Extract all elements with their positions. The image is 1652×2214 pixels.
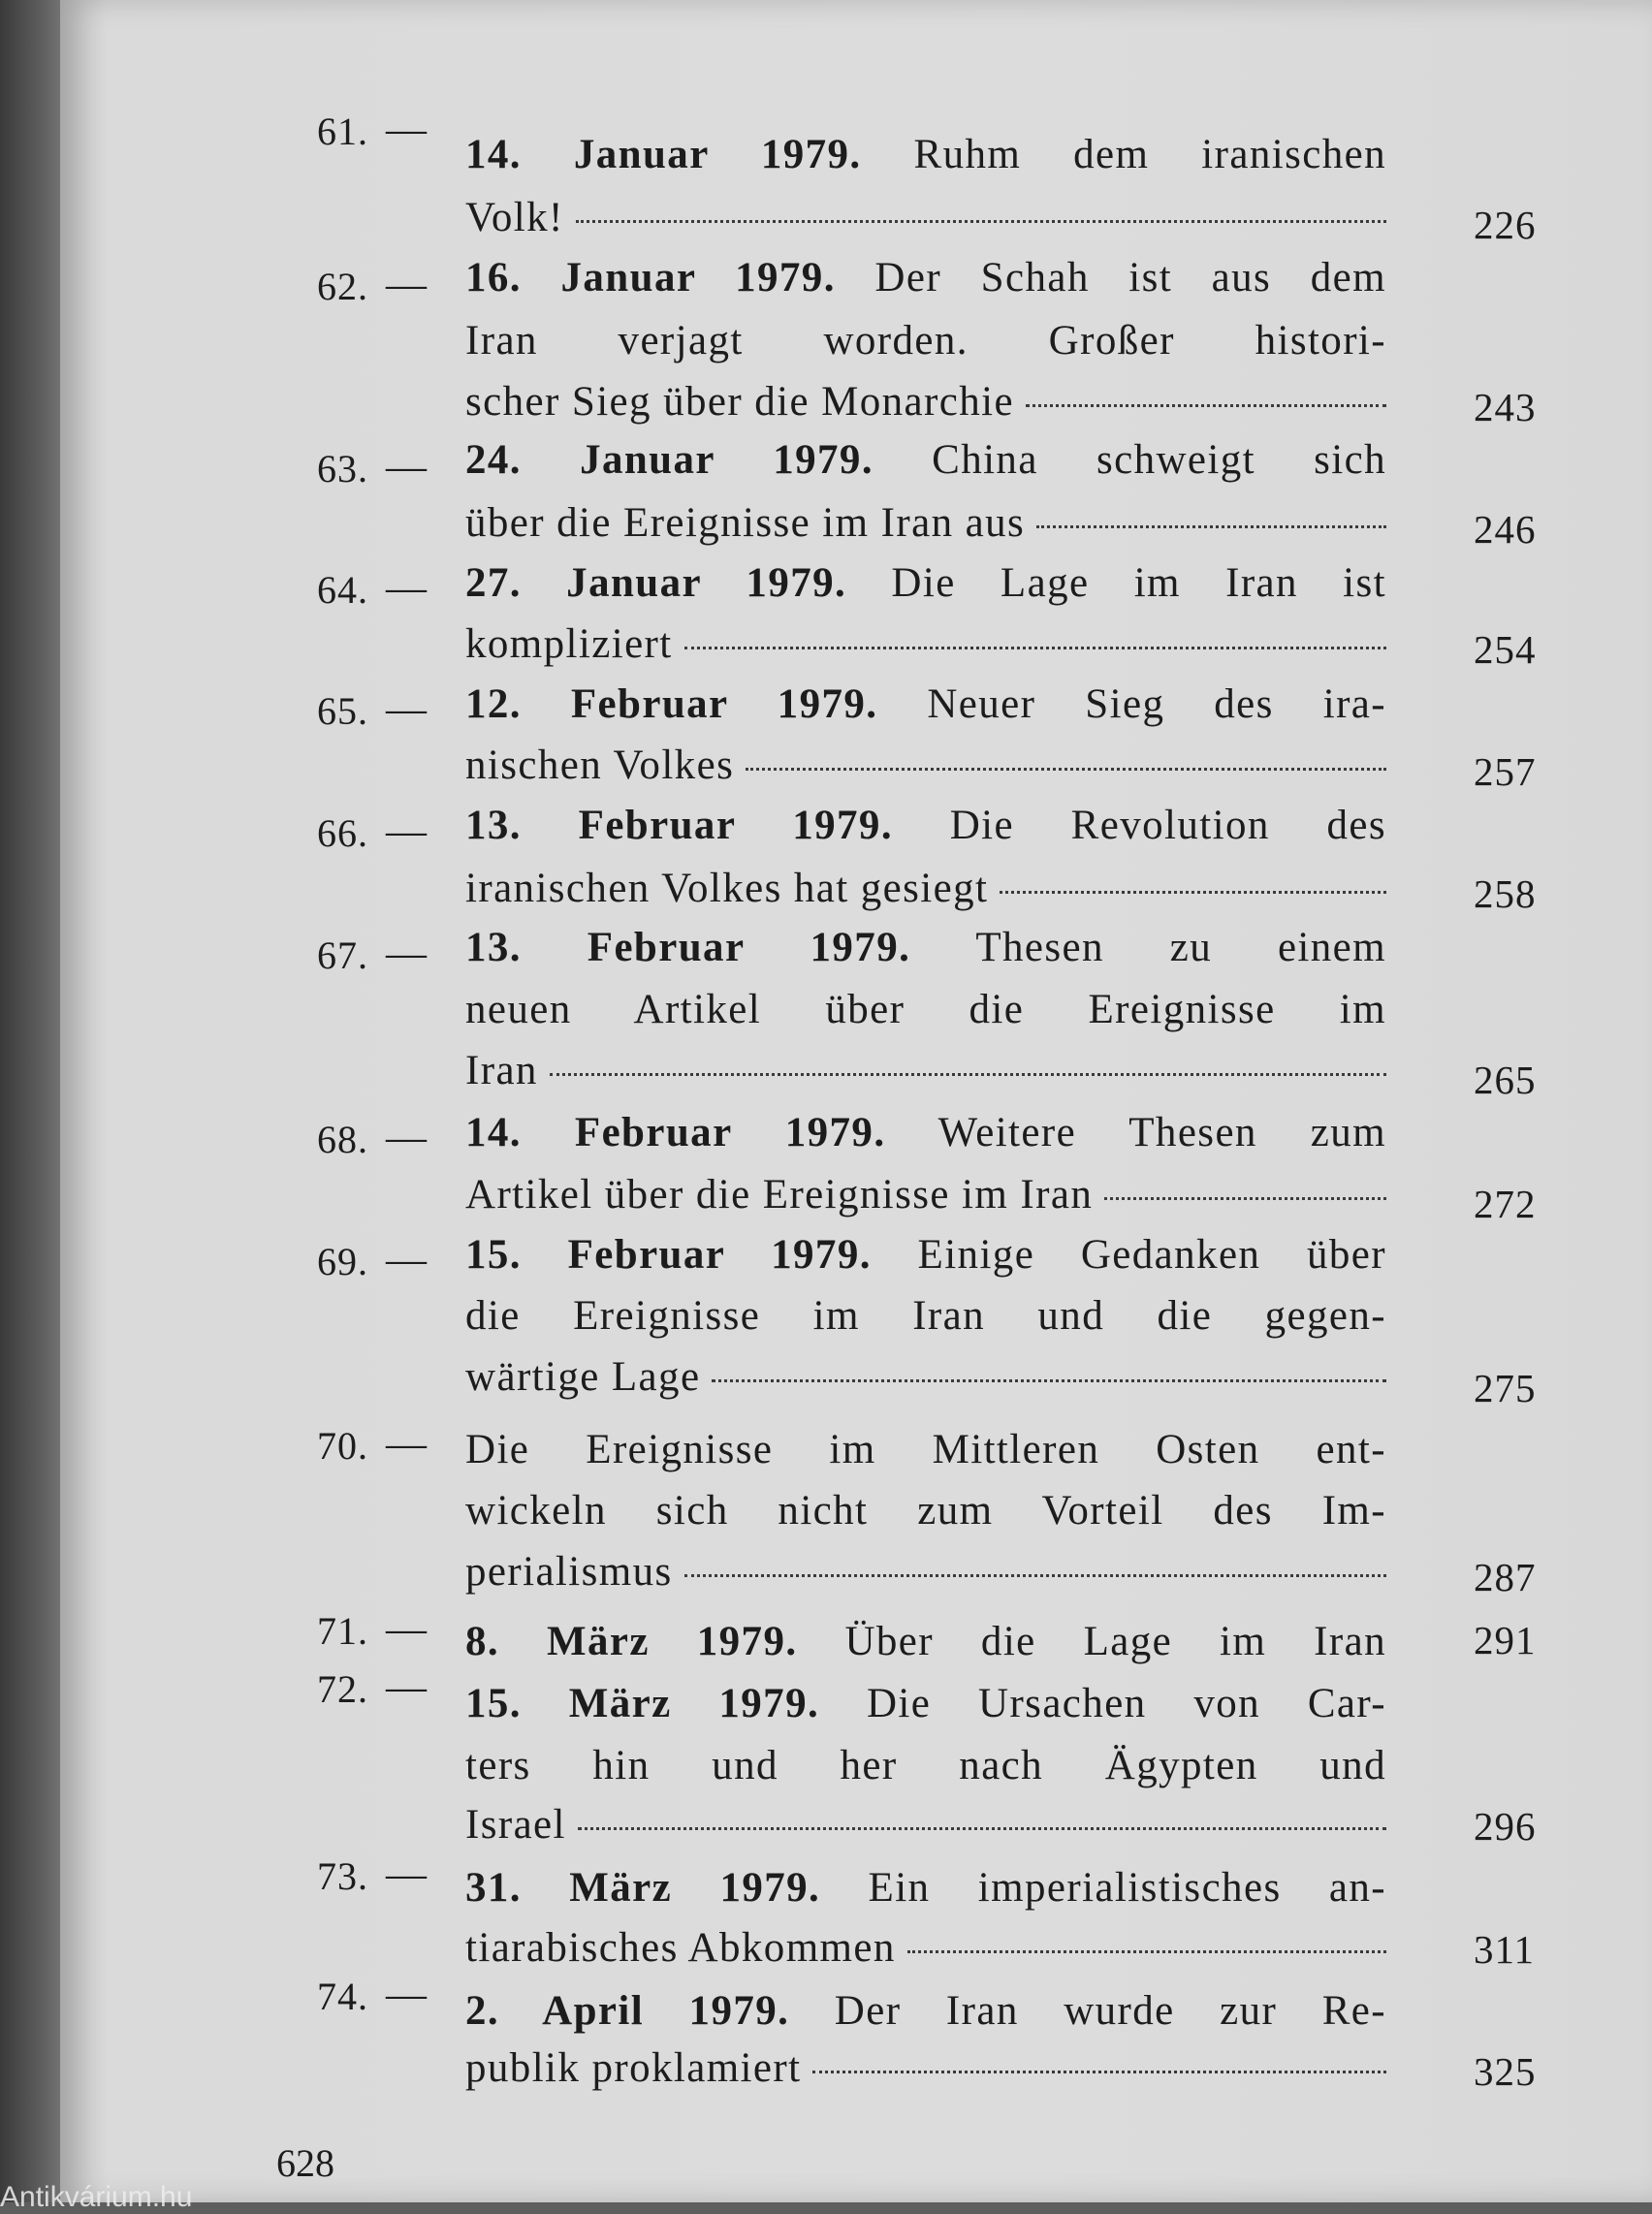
dot-leader: [1000, 891, 1386, 894]
entry-dash: —: [386, 1973, 427, 2017]
entry-date: 15. Februar 1979.: [465, 1232, 872, 1278]
entry-title-line: Ein imperialistisches an-: [868, 1865, 1387, 1911]
entry-dash: —: [386, 1607, 427, 1652]
entry-dash: —: [386, 687, 427, 732]
entry-number: 61.: [317, 110, 368, 153]
entry-dash: —: [386, 932, 427, 976]
entry-title-line: Über die Lage im Iran: [844, 1619, 1386, 1664]
entry-title-line: wickeln sich nicht zum Vorteil des Im-: [465, 1488, 1386, 1534]
entry-title-line: Weitere Thesen zum: [937, 1110, 1387, 1155]
entry-number: 71.: [317, 1609, 368, 1653]
entry-date: 16. Januar 1979.: [465, 255, 836, 300]
entry-dash: —: [386, 1852, 427, 1897]
entry-title-line: wärtige Lage: [465, 1354, 701, 1400]
entry-dash: —: [386, 566, 427, 611]
entry-date: 13. Februar 1979.: [465, 803, 893, 848]
entry-line: [465, 1285, 1386, 1346]
entry-title-line: Volk!: [465, 195, 564, 240]
entry-line: [465, 1673, 1386, 1734]
dot-leader: [550, 1073, 1386, 1076]
entry-line: [465, 371, 1386, 432]
entry-line: [465, 187, 1386, 248]
entry-date: 2. April 1979.: [465, 1988, 790, 2034]
entry-page-number: 243: [1474, 385, 1537, 429]
watermark: Antikvárium.hu: [0, 2181, 193, 2213]
entry-title-line: Der Schah ist aus dem: [874, 255, 1386, 300]
page-folio: 628: [276, 2141, 334, 2185]
entry-title-line: tiarabisches Abkommen: [465, 1925, 896, 1971]
entry-date: 12. Februar 1979.: [465, 681, 878, 727]
entry-title-line: die Ereignisse im Iran und die gegen-: [465, 1293, 1386, 1339]
entry-line: [465, 124, 1386, 185]
entry-line: [465, 1917, 1386, 1978]
entry-line: [465, 1541, 1386, 1602]
dot-leader: [576, 220, 1386, 223]
entry-date: 24. Januar 1979.: [465, 437, 874, 483]
entry-title-line: kompliziert: [465, 621, 673, 667]
entry-dash: —: [386, 1665, 427, 1710]
entry-line: [465, 1040, 1386, 1101]
entry-number: 72.: [317, 1667, 368, 1711]
entry-page-number: 296: [1474, 1804, 1537, 1849]
entry-line: [465, 674, 1386, 735]
entry-page-number: 258: [1474, 871, 1537, 916]
entry-date: 31. März 1979.: [465, 1865, 821, 1911]
entry-title-line: publik proklamiert: [465, 2045, 802, 2091]
entry-title-line: Artikel über die Ereignisse im Iran: [465, 1172, 1094, 1218]
entry-title-line: Ruhm dem iranischen: [913, 132, 1386, 177]
entry-number: 62.: [317, 265, 368, 308]
entry-page-number: 246: [1474, 507, 1537, 552]
entry-page-number: 272: [1474, 1182, 1537, 1226]
entry-number: 65.: [317, 689, 368, 733]
entry-number: 73.: [317, 1854, 368, 1898]
entry-title-line: scher Sieg über die Monarchie: [465, 379, 1014, 425]
entry-title-line: Der Iran wurde zur Re-: [834, 1988, 1386, 2034]
entry-line: [465, 553, 1386, 614]
entry-line: [465, 1980, 1386, 2041]
entry-title-line: neuen Artikel über die Ereignisse im: [465, 987, 1386, 1032]
dot-leader: [712, 1379, 1386, 1382]
entry-title-line: China schweigt sich: [932, 437, 1386, 483]
entry-line: [465, 1164, 1386, 1225]
entry-line: [465, 247, 1386, 308]
entry-date: 8. März 1979.: [465, 1619, 798, 1664]
entry-title-line: nischen Volkes: [465, 743, 735, 788]
entry-line: [465, 1857, 1386, 1918]
entry-title-line: Die Revolution des: [949, 803, 1386, 848]
entry-line: [465, 492, 1386, 554]
dot-leader: [812, 2071, 1386, 2073]
entry-title-line: perialismus: [465, 1549, 673, 1595]
dot-leader: [746, 768, 1386, 771]
entry-dash: —: [386, 1238, 427, 1282]
entry-title-line: Iran verjagt worden. Großer histori-: [465, 318, 1386, 364]
entry-title-line: Die Ereignisse im Mittleren Osten ent-: [465, 1427, 1386, 1472]
entry-page-number: 226: [1474, 203, 1537, 247]
entry-number: 68.: [317, 1118, 368, 1161]
entry-page-number: 265: [1474, 1058, 1537, 1102]
entry-page-number: 291: [1474, 1618, 1537, 1662]
entry-number: 69.: [317, 1240, 368, 1283]
dot-leader: [1026, 404, 1386, 407]
entry-number: 67.: [317, 933, 368, 977]
entry-date: 27. Januar 1979.: [465, 560, 847, 606]
entry-title-line: Thesen zu einem: [975, 925, 1387, 970]
entry-line: [465, 979, 1386, 1040]
entry-title-line: Die Lage im Iran ist: [891, 560, 1386, 606]
entry-page-number: 254: [1474, 627, 1537, 672]
entry-line: [465, 1102, 1386, 1163]
dot-leader: [907, 1950, 1386, 1953]
entry-title-line: Einige Gedanken über: [917, 1232, 1386, 1278]
entry-title-line: Neuer Sieg des ira-: [927, 681, 1386, 727]
entry-line: [465, 310, 1386, 371]
dot-leader: [684, 1574, 1386, 1577]
entry-dash: —: [386, 263, 427, 307]
entry-dash: —: [386, 1116, 427, 1160]
entry-date: 14. Januar 1979.: [465, 132, 862, 177]
entry-title-line: Israel: [465, 1802, 566, 1848]
entry-line: [465, 1346, 1386, 1407]
entry-title-line: iranischen Volkes hat gesiegt: [465, 866, 989, 911]
entry-title-line: über die Ereignisse im Iran aus: [465, 500, 1026, 546]
entry-date: 13. Februar 1979.: [465, 925, 911, 970]
entry-number: 64.: [317, 568, 368, 612]
entry-line: [465, 1419, 1386, 1480]
entry-line: [465, 858, 1386, 919]
entry-line: [465, 735, 1386, 796]
dot-leader: [684, 647, 1386, 649]
entry-line: [465, 795, 1386, 856]
entry-dash: —: [386, 108, 427, 152]
dot-leader: [1036, 525, 1386, 528]
entry-line: [465, 1611, 1386, 1672]
entry-line: [465, 1480, 1386, 1541]
dot-leader: [578, 1827, 1386, 1830]
entry-number: 66.: [317, 811, 368, 855]
entry-dash: —: [386, 1422, 427, 1467]
entry-line: [465, 2038, 1386, 2099]
entry-line: [465, 429, 1386, 490]
dot-leader: [1104, 1197, 1386, 1200]
entry-dash: —: [386, 809, 427, 854]
entry-page-number: 287: [1474, 1555, 1537, 1599]
entry-number: 70.: [317, 1424, 368, 1468]
entry-line: [465, 1794, 1386, 1855]
entry-line: [465, 917, 1386, 978]
entry-title-line: Iran: [465, 1048, 538, 1093]
entry-page-number: 257: [1474, 749, 1537, 794]
entry-title-line: ters hin und her nach Ägypten und: [465, 1743, 1386, 1788]
entry-line: [465, 1224, 1386, 1285]
entry-line: [465, 1735, 1386, 1796]
entry-number: 63.: [317, 447, 368, 490]
entry-number: 74.: [317, 1975, 368, 2018]
entry-page-number: 325: [1474, 2049, 1537, 2094]
entry-line: [465, 614, 1386, 675]
entry-page-number: 311: [1474, 1927, 1535, 1972]
entry-date: 15. März 1979.: [465, 1681, 820, 1726]
entry-date: 14. Februar 1979.: [465, 1110, 886, 1155]
entry-page-number: 275: [1474, 1366, 1537, 1410]
entry-dash: —: [386, 445, 427, 490]
entry-title-line: Die Ursachen von Car-: [866, 1681, 1386, 1726]
